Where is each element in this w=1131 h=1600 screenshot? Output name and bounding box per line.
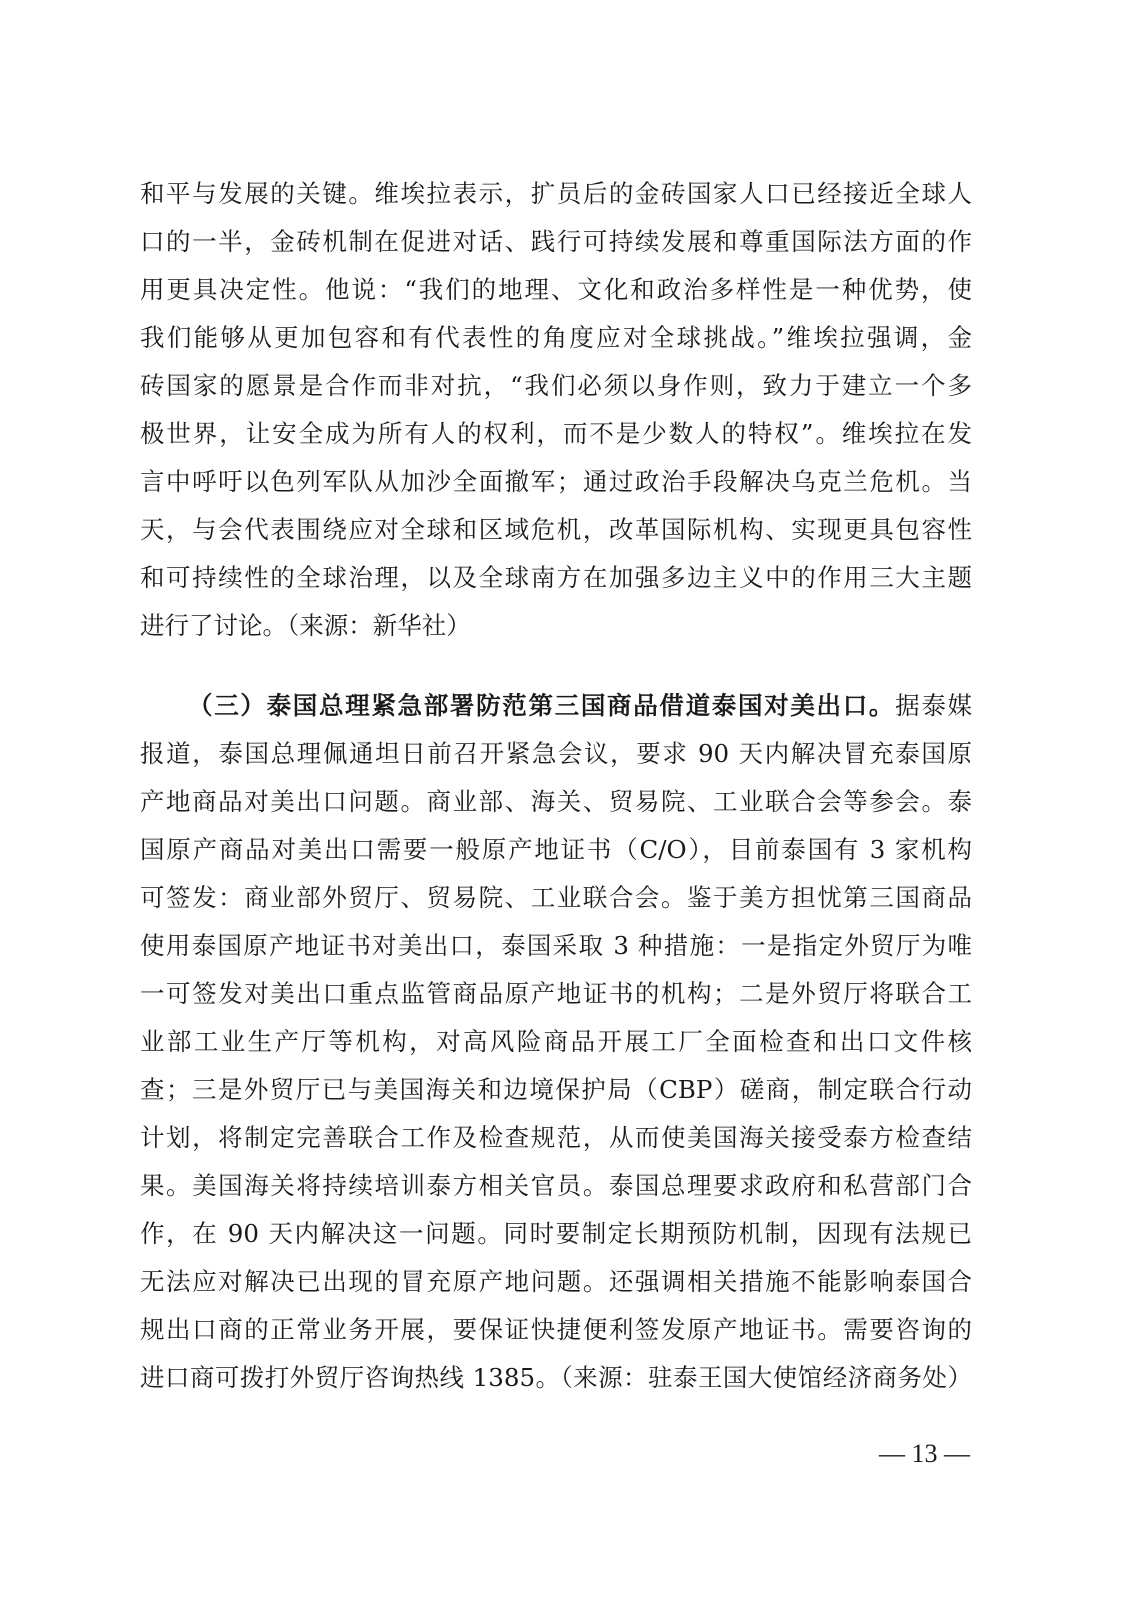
text-line: 国原产商品对美出口需要一般原产地证书（C/O），目前泰国有 3 家机构 [140,835,972,864]
text-line: 果。美国海关将持续培训泰方相关官员。泰国总理要求政府和私营部门合 [140,1171,972,1200]
heading-tail-text: 据泰媒 [895,691,973,720]
text-line: 业部工业生产厅等机构，对高风险商品开展工厂全面检查和出口文件核 [140,1027,972,1056]
text-line: 规出口商的正常业务开展，要保证快捷便利签发原产地证书。需要咨询的 [140,1315,972,1344]
text-line: 查；三是外贸厅已与美国海关和边境保护局（CBP）磋商，制定联合行动 [140,1075,972,1104]
text-line: 可签发：商业部外贸厅、贸易院、工业联合会。鉴于美方担忧第三国商品 [140,883,972,912]
text-line: 进口商可拨打外贸厅咨询热线 1385。（来源：驻泰王国大使馆经济商务处） [140,1363,972,1392]
text-line: 报道，泰国总理佩通坦日前召开紧急会议，要求 90 天内解决冒充泰国原 [140,739,972,768]
text-line: 使用泰国原产地证书对美出口，泰国采取 3 种措施：一是指定外贸厅为唯 [140,931,972,960]
text-line: 言中呼吁以色列军队从加沙全面撤军；通过政治手段解决乌克兰危机。当 [140,467,972,496]
text-line: 产地商品对美出口问题。商业部、海关、贸易院、工业联合会等参会。泰 [140,787,972,816]
text-line: 进行了讨论。（来源：新华社） [140,611,471,640]
text-line: 天，与会代表围绕应对全球和区域危机，改革国际机构、实现更具包容性 [140,515,972,544]
text-line: 砖国家的愿景是合作而非对抗，“我们必须以身作则，致力于建立一个多 [140,371,972,400]
text-line: 一可签发对美出口重点监管商品原产地证书的机构；二是外贸厅将联合工 [140,979,972,1008]
text-line: 和平与发展的关键。维埃拉表示，扩员后的金砖国家人口已经接近全球人 [140,179,972,208]
text-line: 和可持续性的全球治理，以及全球南方在加强多边主义中的作用三大主题 [140,563,972,592]
text-line: 作，在 90 天内解决这一问题。同时要制定长期预防机制，因现有法规已 [140,1219,972,1248]
text-line: 计划，将制定完善联合工作及检查规范，从而使美国海关接受泰方检查结 [140,1123,972,1152]
text-line: 极世界，让安全成为所有人的权利，而不是少数人的特权”。维埃拉在发 [140,419,972,448]
page-number: — 13 — [879,1439,970,1468]
text-line: 口的一半，金砖机制在促进对话、践行可持续发展和尊重国际法方面的作 [140,227,972,256]
heading-line [188,686,972,726]
text-line: 用更具决定性。他说：“我们的地理、文化和政治多样性是一种优势，使 [140,275,972,304]
section-heading: （三）泰国总理紧急部署防范第三国商品借道泰国对美出口。 [188,691,896,720]
text-line: 无法应对解决已出现的冒充原产地问题。还强调相关措施不能影响泰国合 [140,1267,972,1296]
text-line: 我们能够从更加包容和有代表性的角度应对全球挑战。”维埃拉强调，金 [140,323,972,352]
